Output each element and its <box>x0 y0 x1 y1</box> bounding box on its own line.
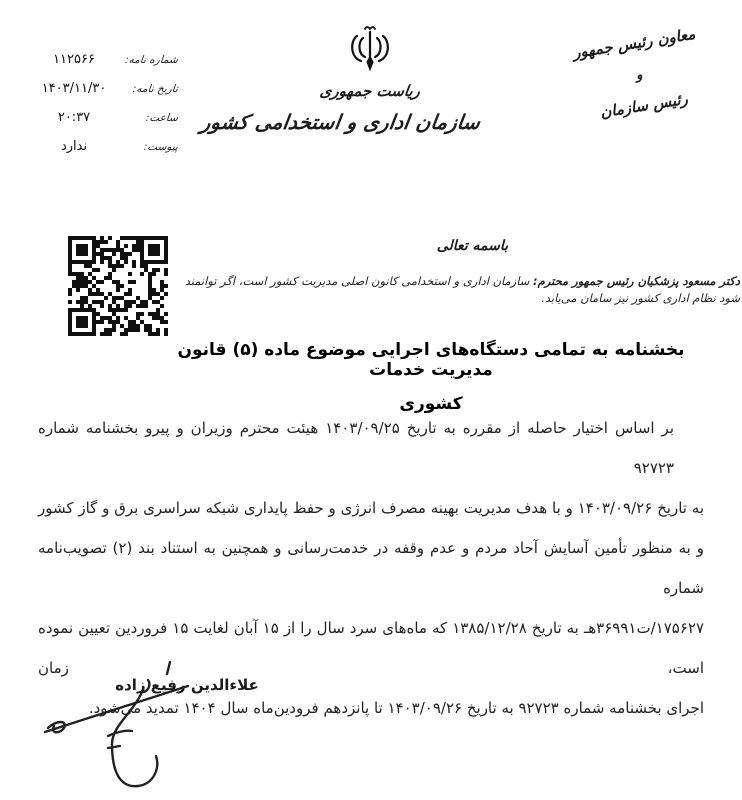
qr-code-icon <box>68 236 168 336</box>
president-quote <box>180 273 740 308</box>
circular-subject <box>150 340 712 414</box>
attachment-value: ندارد <box>60 139 88 154</box>
handwritten-signature-icon <box>20 640 220 800</box>
date-label: تاریخ نامه: <box>132 83 179 95</box>
besmellah-heading: باسمه تعالی <box>436 238 508 254</box>
letterhead-center <box>199 24 482 134</box>
official-title-line1: معاون رئیس جمهور <box>571 24 697 62</box>
attachment-label: پیوست: <box>143 141 179 153</box>
official-title-line2: و <box>634 67 644 84</box>
signatory-name: علاءالدین رفیع زاده <box>115 676 259 694</box>
official-title-line3: رئیس سازمان <box>598 89 689 122</box>
body-line: و به منظور تأمین آسایش آحاد مردم و عدم وقفه در خدمت‌رسانی و همچنین به استناد بند (۲) تصویب‌نامه شماره <box>38 539 704 597</box>
body-line: ۱۷۵۶۲۷/ت۳۶۹۹۱هـ به تاریخ ۱۳۸۵/۱۲/۲۸ که ماه‌های سرد سال را از ۱۵ آبان لغایت ۱۵ فروردین تعیین نموده است، زمان <box>38 619 704 677</box>
body-line: اجرای بخشنامه شماره ۹۲۷۲۳ به تاریخ ۱۴۰۳/۰۹/۲۶ تا پانزدهم فرودین‌ماه سال ۱۴۰۴ تمدید می‌شود. <box>88 699 704 717</box>
body-line: به تاریخ ۱۴۰۳/۰۹/۲۶ و با هدف مدیریت بهینه مصرف انرژی و حفظ پایداری شبکه سراسری برق و گاز کشور <box>38 499 704 517</box>
iran-coat-of-arms-icon <box>348 24 392 78</box>
meta-row-serial <box>28 52 178 67</box>
subject-line1: بخشنامه به تمامی دستگاه‌های اجرایی موضوع ماده (۵) قانون مدیریت خدمات <box>177 340 685 380</box>
letter-meta-block <box>28 52 178 168</box>
meta-row-attachment <box>28 139 178 154</box>
body-line: بر اساس اختیار حاصله از مقرره به تاریخ ۱۴۰۳/۰۹/۲۵ هیئت محترم وزیران و پیرو بخشنامه شماره ۹۲۷۲۳ <box>38 419 674 477</box>
time-value: ۲۰:۳۷ <box>57 110 91 125</box>
quote-text: سازمان اداری و استخدامی کانون اصلی مدیریت کشور است، اگر توانمند شود نظام اداری کشور نیز سامان می‌یابد. <box>184 274 740 306</box>
quote-speaker: دکتر مسعود پزشکیان رئیس جمهور محترم: <box>533 274 740 288</box>
serial-label: شماره نامه: <box>124 54 179 66</box>
org-presidency-label: ریاست جمهوری <box>318 82 422 100</box>
official-title-block <box>543 20 735 128</box>
meta-row-date <box>28 81 178 96</box>
date-value: ۱۴۰۳/۱۱/۳۰ <box>41 81 107 96</box>
subject-line2: کشوری <box>399 394 463 414</box>
meta-row-time <box>28 110 178 125</box>
serial-value: ۱۱۲۵۶۶ <box>53 52 95 67</box>
time-label: ساعت: <box>145 112 179 124</box>
org-name-label: سازمان اداری و استخدامی کشور <box>199 110 482 134</box>
